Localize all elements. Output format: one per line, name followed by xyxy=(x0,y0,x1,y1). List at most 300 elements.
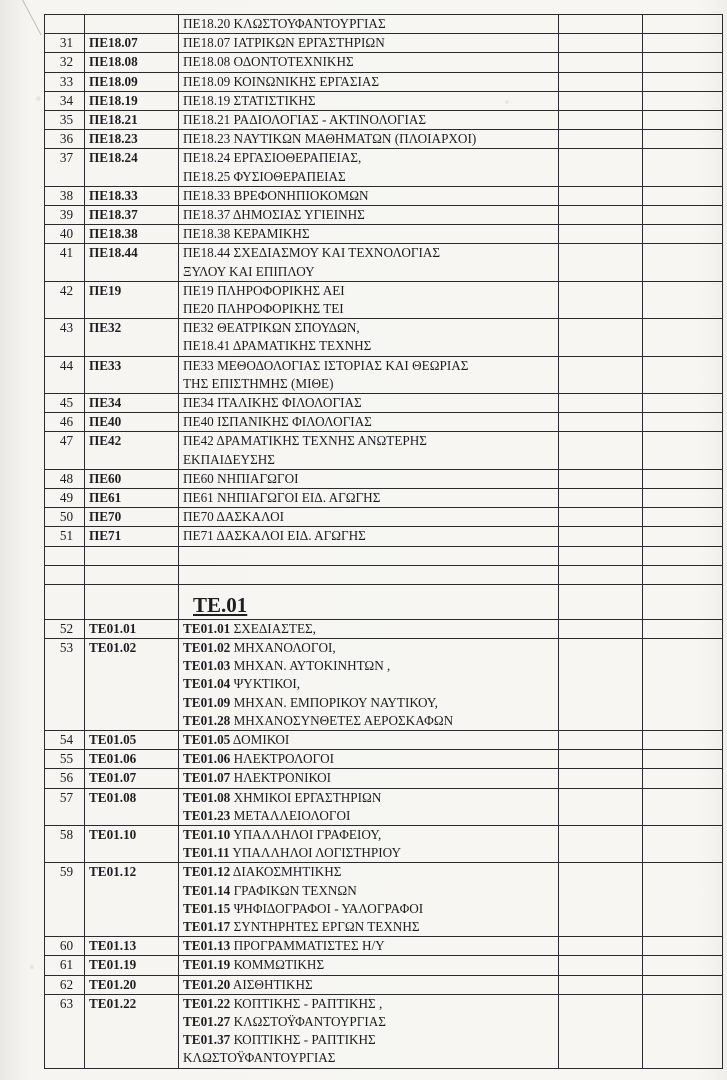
blank-cell xyxy=(559,863,643,937)
row-number: 63 xyxy=(45,994,85,1068)
blank-cell xyxy=(559,413,643,432)
row-number: 34 xyxy=(45,91,85,110)
row-number: 42 xyxy=(45,281,85,318)
specialty-description xyxy=(179,825,559,862)
description-line: ΠΕ18.38 ΚΕΡΑΜΙΚΗΣ xyxy=(183,226,310,242)
specialty-code: ΠΕ18.07 xyxy=(85,34,179,53)
row-number: 55 xyxy=(45,750,85,769)
description-line xyxy=(183,675,558,693)
description-line: ΠΕ34 ΙΤΑΛΙΚΗΣ ΦΙΛΟΛΟΓΙΑΣ xyxy=(183,395,362,411)
line-text: ΥΠΑΛΛΗΛΟΙ ΛΟΓΙΣΤΗΡΙΟΥ xyxy=(229,845,402,861)
table-row xyxy=(45,508,723,527)
blank-cell xyxy=(559,53,643,72)
line-text: ΑΙΣΘΗΤΙΚΗΣ xyxy=(230,976,313,992)
table-row xyxy=(45,225,723,244)
description-line: ΤΗΣ ΕΠΙΣΤΗΜΗΣ (ΜΙΘΕ) xyxy=(183,375,334,391)
blank-cell xyxy=(559,225,643,244)
description-line: ΠΕ18.23 ΝΑΥΤΙΚΩΝ ΜΑΘΗΜΑΤΩΝ (ΠΛΟΙΑΡΧΟΙ) xyxy=(183,131,477,147)
blank-cell xyxy=(559,937,643,956)
specialty-code: ΠΕ18.44 xyxy=(85,244,179,281)
line-code: ΤΕ01.14 xyxy=(183,882,231,898)
line-code: ΤΕ01.20 xyxy=(183,976,231,992)
blank-cell xyxy=(643,91,723,110)
blank-cell xyxy=(643,489,723,508)
line-text: ΗΛΕΚΤΡΟΝΙΚΟΙ xyxy=(230,770,332,786)
blank-cell xyxy=(643,72,723,91)
table-row xyxy=(45,937,723,956)
specialty-code: ΠΕ40 xyxy=(85,413,179,432)
blank-cell xyxy=(643,769,723,788)
blank-cell xyxy=(559,130,643,149)
blank-cell xyxy=(643,206,723,225)
row-number: 43 xyxy=(45,319,85,356)
table-spacer xyxy=(45,546,723,619)
blank-cell xyxy=(559,750,643,769)
description-line: ΠΕ18.33 ΒΡΕΦΟΝΗΠΙΟΚΟΜΩΝ xyxy=(183,187,369,203)
table-row xyxy=(45,730,723,749)
line-code: ΤΕ01.02 xyxy=(183,639,231,655)
specialty-code: ΠΕ18.38 xyxy=(85,225,179,244)
row-number: 59 xyxy=(45,863,85,937)
specialty-code: ΤΕ01.10 xyxy=(85,825,179,862)
blank-cell xyxy=(643,281,723,318)
description-line: ΠΕ18.08 ΟΔΟΝΤΟΤΕΧΝΙΚΗΣ xyxy=(183,54,354,70)
blank-cell xyxy=(643,15,723,34)
blank-cell xyxy=(559,432,643,469)
description-line xyxy=(183,1013,558,1031)
description-line xyxy=(183,826,558,844)
blank-cell xyxy=(643,508,723,527)
specialty-description xyxy=(179,994,559,1068)
empty-row xyxy=(45,565,723,584)
description-line xyxy=(183,900,558,918)
specialty-description xyxy=(179,111,559,130)
description-line xyxy=(183,712,558,730)
line-text: ΥΠΑΛΛΗΛΟΙ ΓΡΑΦΕΙΟΥ, xyxy=(230,826,382,842)
description-line xyxy=(183,731,558,749)
blank-cell xyxy=(643,619,723,638)
row-number: 62 xyxy=(45,975,85,994)
specialty-description xyxy=(179,319,559,356)
blank-cell xyxy=(559,91,643,110)
blank-cell xyxy=(559,244,643,281)
row-number: 41 xyxy=(45,244,85,281)
line-code: ΤΕ01.01 xyxy=(183,620,231,636)
specialty-description xyxy=(179,489,559,508)
specialty-description xyxy=(179,34,559,53)
blank-cell xyxy=(559,825,643,862)
description-line: ΠΕ71 ΔΑΣΚΑΛΟΙ ΕΙΔ. ΑΓΩΓΗΣ xyxy=(183,528,366,544)
line-code: ΤΕ01.05 xyxy=(183,731,231,747)
blank-cell xyxy=(559,489,643,508)
description-line xyxy=(183,863,558,881)
specialty-description xyxy=(179,769,559,788)
row-number: 35 xyxy=(45,111,85,130)
line-text: ΧΗΜΙΚΟΙ ΕΡΓΑΣΤΗΡΙΩΝ xyxy=(230,789,382,805)
blank-cell xyxy=(643,186,723,205)
blank-cell xyxy=(643,356,723,393)
table-row xyxy=(45,432,723,469)
blank-cell xyxy=(643,788,723,825)
specialty-code: ΠΕ61 xyxy=(85,489,179,508)
specialty-description xyxy=(179,937,559,956)
table-row xyxy=(45,394,723,413)
row-number xyxy=(45,15,85,34)
table-row xyxy=(45,994,723,1068)
table-row xyxy=(45,244,723,281)
blank-cell xyxy=(559,527,643,546)
specialty-code: ΤΕ01.06 xyxy=(85,750,179,769)
specialty-code: ΤΕ01.07 xyxy=(85,769,179,788)
specialty-code: ΤΕ01.12 xyxy=(85,863,179,937)
blank-cell xyxy=(643,53,723,72)
specialty-description xyxy=(179,53,559,72)
table-row xyxy=(45,825,723,862)
specialty-code: ΤΕ01.05 xyxy=(85,730,179,749)
specialty-description xyxy=(179,508,559,527)
blank-cell xyxy=(559,769,643,788)
table-row xyxy=(45,975,723,994)
line-text: ΜΕΤΑΛΛΕΙΟΛΟΓΟΙ xyxy=(230,807,351,823)
empty-row xyxy=(45,546,723,565)
description-line: ΠΕ40 ΙΣΠΑΝΙΚΗΣ ΦΙΛΟΛΟΓΙΑΣ xyxy=(183,414,372,430)
blank-cell xyxy=(643,937,723,956)
row-number: 52 xyxy=(45,619,85,638)
specialty-description xyxy=(179,750,559,769)
table-row xyxy=(45,34,723,53)
line-code: ΤΕ01.22 xyxy=(183,995,231,1011)
row-number: 33 xyxy=(45,72,85,91)
blank-cell xyxy=(643,394,723,413)
blank-cell xyxy=(559,206,643,225)
blank-cell xyxy=(643,994,723,1068)
table-row xyxy=(45,72,723,91)
specialty-description xyxy=(179,975,559,994)
blank-cell xyxy=(643,413,723,432)
line-code: ΤΕ01.08 xyxy=(183,789,231,805)
description-line: ΠΕ18.20 ΚΛΩΣΤΟΥΦΑΝΤΟΥΡΓΙΑΣ xyxy=(183,16,386,31)
description-line xyxy=(183,937,558,955)
row-number: 32 xyxy=(45,53,85,72)
row-number: 58 xyxy=(45,825,85,862)
description-line: ΠΕ70 ΔΑΣΚΑΛΟΙ xyxy=(183,509,284,525)
blank-cell xyxy=(643,750,723,769)
specialty-description xyxy=(179,225,559,244)
specialties-table xyxy=(44,14,723,1069)
description-line: ΠΕ18.21 ΡΑΔΙΟΛΟΓΙΑΣ - ΑΚΤΙΝΟΛΟΓΙΑΣ xyxy=(183,112,427,128)
specialty-code: ΠΕ32 xyxy=(85,319,179,356)
blank-cell xyxy=(559,34,643,53)
description-line xyxy=(183,750,558,768)
blank-cell xyxy=(643,469,723,488)
specialty-description xyxy=(179,15,559,34)
blank-cell xyxy=(643,825,723,862)
description-line: ΠΕ18.24 ΕΡΓΑΣΙΟΘΕΡΑΠΕΙΑΣ, xyxy=(183,150,362,166)
table-row xyxy=(45,469,723,488)
blank-cell xyxy=(559,956,643,975)
line-text: ΠΡΟΓΡΑΜΜΑΤΙΣΤΕΣ Η/Υ xyxy=(230,938,385,954)
table-row xyxy=(45,130,723,149)
description-line xyxy=(183,844,558,862)
blank-cell xyxy=(559,619,643,638)
description-line xyxy=(183,995,558,1013)
blank-cell xyxy=(559,72,643,91)
blank-cell xyxy=(559,394,643,413)
specialty-code: ΠΕ18.24 xyxy=(85,149,179,186)
line-text: ΔΟΜΙΚΟΙ xyxy=(230,731,290,747)
line-code: ΤΕ01.12 xyxy=(183,864,231,880)
description-line xyxy=(183,657,558,675)
blank-cell xyxy=(559,281,643,318)
line-code: ΤΕ01.19 xyxy=(183,957,231,973)
line-code: ΤΕ01.06 xyxy=(183,751,231,767)
line-code: ΤΕ01.15 xyxy=(183,900,231,916)
row-number: 44 xyxy=(45,356,85,393)
specialty-code: ΤΕ01.13 xyxy=(85,937,179,956)
blank-cell xyxy=(559,638,643,730)
line-text: ΣΥΝΤΗΡΗΤΕΣ ΕΡΓΩΝ ΤΕΧΝΗΣ xyxy=(230,918,420,934)
row-number: 50 xyxy=(45,508,85,527)
specialty-code: ΤΕ01.19 xyxy=(85,956,179,975)
blank-cell xyxy=(643,225,723,244)
specialty-description xyxy=(179,72,559,91)
line-text: ΜΗΧΑΝΟΣΥΝΘΕΤΕΣ ΑΕΡΟΣΚΑΦΩΝ xyxy=(230,712,454,728)
specialty-code: ΠΕ42 xyxy=(85,432,179,469)
specialty-code: ΠΕ19 xyxy=(85,281,179,318)
description-line xyxy=(183,882,558,900)
section-row xyxy=(45,584,723,619)
blank-cell xyxy=(643,34,723,53)
line-text: ΨΥΚΤΙΚΟΙ, xyxy=(230,676,301,692)
blank-cell xyxy=(559,508,643,527)
specialty-code: ΠΕ33 xyxy=(85,356,179,393)
section-title: ΤΕ.01 xyxy=(193,592,248,617)
specialty-code: ΠΕ18.37 xyxy=(85,206,179,225)
blank-cell xyxy=(559,111,643,130)
line-text: ΓΡΑΦΙΚΩΝ ΤΕΧΝΩΝ xyxy=(230,882,357,898)
blank-cell xyxy=(559,319,643,356)
table-row xyxy=(45,53,723,72)
description-line: ΠΕ33 ΜΕΘΟΔΟΛΟΓΙΑΣ ΙΣΤΟΡΙΑΣ ΚΑΙ ΘΕΩΡΙΑΣ xyxy=(183,357,469,373)
specialty-description xyxy=(179,863,559,937)
specialty-code: ΠΕ34 xyxy=(85,394,179,413)
line-code: ΤΕ01.10 xyxy=(183,826,231,842)
line-code: ΤΕ01.13 xyxy=(183,938,231,954)
specialty-code: ΤΕ01.02 xyxy=(85,638,179,730)
specialty-code: ΠΕ18.23 xyxy=(85,130,179,149)
table-row xyxy=(45,788,723,825)
blank-cell xyxy=(643,956,723,975)
description-line xyxy=(183,918,558,936)
blank-cell xyxy=(559,730,643,749)
table-row xyxy=(45,863,723,937)
description-line: ΠΕ18.37 ΔΗΜΟΣΙΑΣ ΥΓΙΕΙΝΗΣ xyxy=(183,207,365,223)
line-text: ΨΗΦΙΔΟΓΡΑΦΟΙ - ΥΑΛΟΓΡΑΦΟΙ xyxy=(230,900,424,916)
specialty-code xyxy=(85,15,179,34)
blank-cell xyxy=(643,730,723,749)
table-row xyxy=(45,186,723,205)
blank-cell xyxy=(559,149,643,186)
table-row xyxy=(45,638,723,730)
row-number: 54 xyxy=(45,730,85,749)
description-line: ΠΕ42 ΔΡΑΜΑΤΙΚΗΣ ΤΕΧΝΗΣ ΑΝΩΤΕΡΗΣ xyxy=(183,433,427,449)
blank-cell xyxy=(643,130,723,149)
blank-cell xyxy=(643,527,723,546)
line-code: ΤΕ01.04 xyxy=(183,676,231,692)
line-code: ΤΕ01.17 xyxy=(183,918,231,934)
table-body-te xyxy=(45,619,723,1068)
row-number: 38 xyxy=(45,186,85,205)
table-row xyxy=(45,319,723,356)
specialty-code: ΠΕ18.19 xyxy=(85,91,179,110)
table-row xyxy=(45,149,723,186)
specialty-description xyxy=(179,956,559,975)
description-line: ΕΚΠΑΙΔΕΥΣΗΣ xyxy=(183,451,275,467)
specialty-code: ΤΕ01.01 xyxy=(85,619,179,638)
specialty-code: ΠΕ18.33 xyxy=(85,186,179,205)
blank-cell xyxy=(559,975,643,994)
specialty-code: ΠΕ60 xyxy=(85,469,179,488)
row-number: 51 xyxy=(45,527,85,546)
line-code: ΤΕ01.27 xyxy=(183,1013,231,1029)
description-line xyxy=(183,807,558,825)
description-line xyxy=(183,1031,558,1049)
table-row xyxy=(45,356,723,393)
description-line xyxy=(183,620,558,638)
specialty-description xyxy=(179,432,559,469)
blank-cell xyxy=(643,111,723,130)
specialty-description xyxy=(179,413,559,432)
table-row xyxy=(45,956,723,975)
description-line: ΠΕ18.41 ΔΡΑΜΑΤΙΚΗΣ ΤΕΧΝΗΣ xyxy=(183,338,372,354)
specialty-description xyxy=(179,394,559,413)
line-text: ΔΙΑΚΟΣΜΗΤΙΚΗΣ xyxy=(230,864,342,880)
table-row xyxy=(45,15,723,34)
description-line: ΠΕ19 ΠΛΗΡΟΦΟΡΙΚΗΣ ΑΕΙ xyxy=(183,282,345,298)
scan-smudge xyxy=(30,965,34,969)
row-number: 56 xyxy=(45,769,85,788)
description-line xyxy=(183,639,558,657)
line-text: ΜΗΧΑΝ. ΑΥΤΟΚΙΝΗΤΩΝ , xyxy=(230,658,391,674)
specialty-description xyxy=(179,356,559,393)
table-row xyxy=(45,769,723,788)
specialty-code: ΠΕ70 xyxy=(85,508,179,527)
line-text: ΜΗΧΑΝΟΛΟΓΟΙ, xyxy=(230,639,336,655)
table-row xyxy=(45,111,723,130)
line-code: ΤΕ01.09 xyxy=(183,694,231,710)
specialty-description xyxy=(179,638,559,730)
blank-cell xyxy=(559,15,643,34)
description-line: ΠΕ61 ΝΗΠΙΑΓΩΓΟΙ ΕΙΔ. ΑΓΩΓΗΣ xyxy=(183,490,381,506)
description-line: ΠΕ18.07 ΙΑΤΡΙΚΩΝ ΕΡΓΑΣΤΗΡΙΩΝ xyxy=(183,35,385,51)
blank-cell xyxy=(643,432,723,469)
description-line: ΠΕ20 ΠΛΗΡΟΦΟΡΙΚΗΣ ΤΕΙ xyxy=(183,301,344,317)
line-text: ΣΧΕΔΙΑΣΤΕΣ, xyxy=(230,620,316,636)
line-text: ΚΟΠΤΙΚΗΣ - ΡΑΠΤΙΚΗΣ xyxy=(230,1032,376,1048)
line-code: ΤΕ01.07 xyxy=(183,770,231,786)
specialty-description xyxy=(179,469,559,488)
row-number: 36 xyxy=(45,130,85,149)
row-number: 53 xyxy=(45,638,85,730)
specialty-description xyxy=(179,149,559,186)
line-text: ΚΛΩΣΤΟΫΦΑΝΤΟΥΡΓΙΑΣ xyxy=(183,1050,336,1066)
table-row xyxy=(45,750,723,769)
blank-cell xyxy=(643,319,723,356)
specialty-description xyxy=(179,130,559,149)
table-row xyxy=(45,206,723,225)
row-number: 39 xyxy=(45,206,85,225)
specialty-code: ΤΕ01.20 xyxy=(85,975,179,994)
table-row xyxy=(45,413,723,432)
row-number: 46 xyxy=(45,413,85,432)
table-row xyxy=(45,281,723,318)
line-code: ΤΕ01.23 xyxy=(183,807,231,823)
row-number: 45 xyxy=(45,394,85,413)
specialty-code: ΤΕ01.22 xyxy=(85,994,179,1068)
specialty-description xyxy=(179,206,559,225)
row-number: 40 xyxy=(45,225,85,244)
table-row xyxy=(45,527,723,546)
description-line xyxy=(183,789,558,807)
description-line xyxy=(183,1049,558,1067)
blank-cell xyxy=(643,975,723,994)
specialty-description xyxy=(179,788,559,825)
specialty-description xyxy=(179,186,559,205)
table-body-pe xyxy=(45,15,723,547)
blank-cell xyxy=(643,638,723,730)
table-row xyxy=(45,91,723,110)
row-number: 31 xyxy=(45,34,85,53)
row-number: 60 xyxy=(45,937,85,956)
line-text: ΜΗΧΑΝ. ΕΜΠΟΡΙΚΟΥ ΝΑΥΤΙΚΟΥ, xyxy=(230,694,438,710)
line-code: ΤΕ01.28 xyxy=(183,712,231,728)
table-row xyxy=(45,489,723,508)
description-line xyxy=(183,976,558,994)
line-text: ΚΟΜΜΩΤΙΚΗΣ xyxy=(230,957,325,973)
blank-cell xyxy=(559,788,643,825)
specialty-description xyxy=(179,619,559,638)
table-row xyxy=(45,619,723,638)
specialty-code: ΠΕ18.21 xyxy=(85,111,179,130)
line-text: ΚΛΩΣΤΟΫΦΑΝΤΟΥΡΓΙΑΣ xyxy=(230,1013,386,1029)
description-line: ΠΕ18.09 ΚΟΙΝΩΝΙΚΗΣ ΕΡΓΑΣΙΑΣ xyxy=(183,73,380,89)
line-code: ΤΕ01.37 xyxy=(183,1032,231,1048)
blank-cell xyxy=(559,994,643,1068)
description-line: ΞΥΛΟΥ ΚΑΙ ΕΠΙΠΛΟΥ xyxy=(183,263,315,279)
description-line: ΠΕ18.19 ΣΤΑΤΙΣΤΙΚΗΣ xyxy=(183,92,316,108)
blank-cell xyxy=(559,356,643,393)
description-line: ΠΕ60 ΝΗΠΙΑΓΩΓΟΙ xyxy=(183,470,299,486)
description-line xyxy=(183,956,558,974)
specialty-description xyxy=(179,281,559,318)
specialty-code: ΠΕ18.08 xyxy=(85,53,179,72)
blank-cell xyxy=(559,186,643,205)
row-number: 47 xyxy=(45,432,85,469)
specialty-code: ΠΕ71 xyxy=(85,527,179,546)
line-text: ΚΟΠΤΙΚΗΣ - ΡΑΠΤΙΚΗΣ , xyxy=(230,995,383,1011)
row-number: 49 xyxy=(45,489,85,508)
specialty-description xyxy=(179,91,559,110)
description-line xyxy=(183,694,558,712)
blank-cell xyxy=(643,149,723,186)
specialty-description xyxy=(179,730,559,749)
line-text: ΗΛΕΚΤΡΟΛΟΓΟΙ xyxy=(230,751,335,767)
row-number: 57 xyxy=(45,788,85,825)
line-code: ΤΕ01.03 xyxy=(183,658,231,674)
specialty-description xyxy=(179,244,559,281)
specialty-code: ΤΕ01.08 xyxy=(85,788,179,825)
specialty-code: ΠΕ18.09 xyxy=(85,72,179,91)
